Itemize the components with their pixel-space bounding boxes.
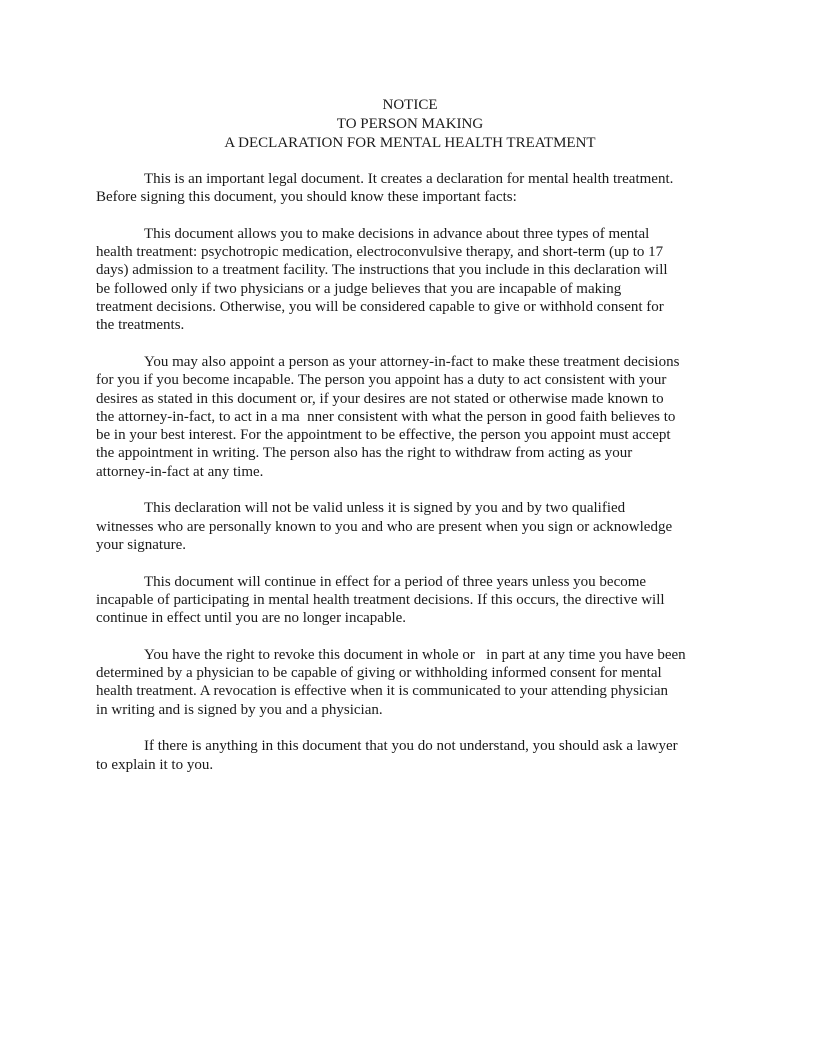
- text-line: days) admission to a treatment facility. The instructions that you include in this declaration will: [96, 262, 668, 279]
- text-line: the treatments.: [96, 317, 185, 334]
- paragraph-attorney-in-fact: [96, 353, 726, 481]
- text-line: continue in effect until you are no longer incapable.: [96, 610, 407, 627]
- text-line: This declaration will not be valid unless it is signed by you and by two qualified: [144, 500, 626, 517]
- text-line: You may also appoint a person as your attorney-in-fact to make these treatment decisions: [144, 353, 680, 370]
- text-line: Before signing this document, you should know these important facts:: [96, 189, 517, 206]
- text-line: determined by a physician to be capable of giving or withholding informed consent for mental: [96, 665, 662, 682]
- text-line: This is an important legal document. It creates a declaration for mental health treatment.: [144, 171, 674, 187]
- paragraph-validity-witnesses: [96, 499, 726, 554]
- text-line: health treatment. A revocation is effective when it is communicated to your attending physician: [96, 683, 669, 700]
- text-line: If there is anything in this document that you do not understand, you should ask a lawyer: [144, 738, 678, 755]
- paragraph-revocation: [96, 646, 726, 719]
- title-line-declaration: A DECLARATION FOR MENTAL HEALTH TREATMENT: [224, 135, 596, 151]
- text-line: treatment decisions. Otherwise, you will be considered capable to give or withhold consent for: [96, 299, 664, 316]
- text-line: incapable of participating in mental health treatment decisions. If this occurs, the directive will: [96, 591, 665, 608]
- paragraph-treatment-types: [96, 225, 726, 335]
- text-line: You have the right to revoke this document in whole or in part at any time you have been: [144, 646, 686, 663]
- notice-body: [96, 170, 726, 792]
- notice-title: [96, 96, 724, 153]
- title-line-notice: NOTICE: [382, 97, 438, 113]
- text-line: to explain it to you.: [96, 756, 214, 773]
- title-line-to-person: TO PERSON MAKING: [336, 116, 484, 132]
- text-line: be followed only if two physicians or a judge believes that you are incapable of making: [96, 280, 622, 297]
- text-line: witnesses who are personally known to you and who are present when you sign or acknowledge: [96, 518, 673, 535]
- text-line: in writing and is signed by you and a physician.: [96, 701, 383, 718]
- text-line: This document allows you to make decisions in advance about three types of mental: [144, 225, 650, 242]
- text-line: the attorney-in-fact, to act in a ma nner consistent with what the person in good faith believes to: [96, 408, 676, 425]
- text-line: be in your best interest. For the appointment to be effective, the person you appoint must accept: [96, 427, 671, 444]
- text-line: health treatment: psychotropic medication, electroconvulsive therapy, and short-term (up to 17: [96, 244, 664, 261]
- paragraph-ask-lawyer: [96, 737, 726, 774]
- text-line: This document will continue in effect for a period of three years unless you become: [144, 573, 647, 590]
- text-line: your signature.: [96, 536, 186, 553]
- text-line: desires as stated in this document or, if your desires are not stated or otherwise made known to: [96, 390, 664, 407]
- text-line: the appointment in writing. The person also has the right to withdraw from acting as your: [96, 445, 633, 462]
- text-line: attorney-in-fact at any time.: [96, 463, 264, 480]
- paragraph-duration: [96, 573, 726, 628]
- text-line: for you if you become incapable. The person you appoint has a duty to act consistent with your: [96, 372, 667, 389]
- paragraph-important-legal-document: [96, 170, 726, 207]
